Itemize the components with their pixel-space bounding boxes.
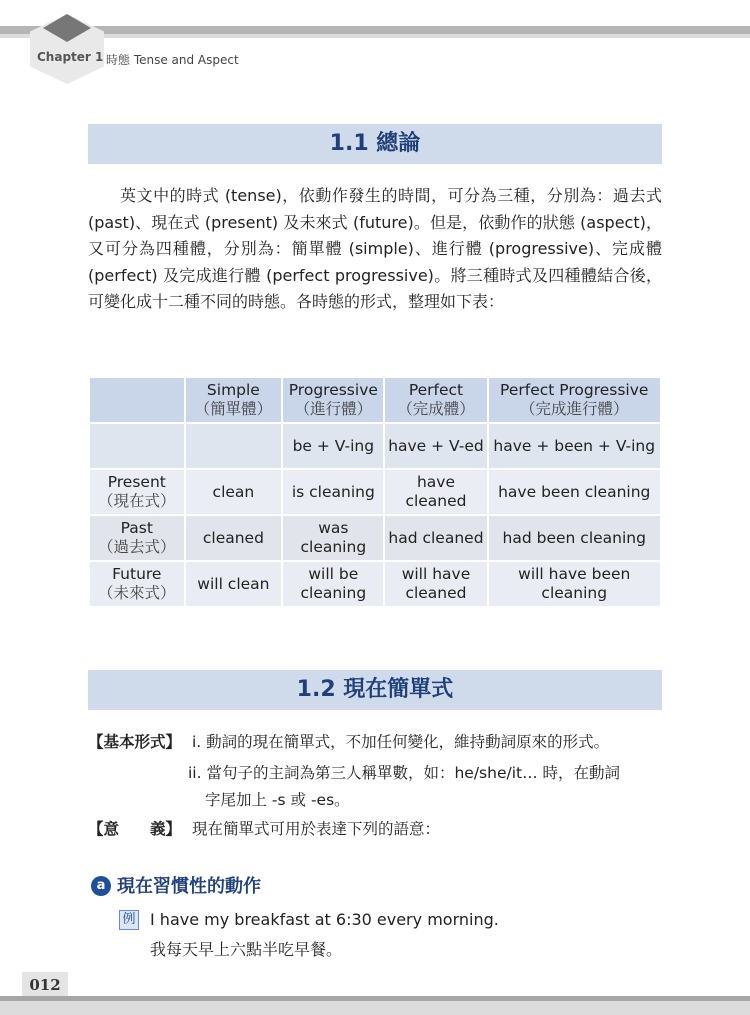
row-header-cell <box>89 561 185 607</box>
column-en: Perfect Progressive <box>500 381 649 399</box>
table-header-cell <box>282 377 384 423</box>
section-title-simple-present: 1.2 現在簡單式 <box>88 670 662 710</box>
table-corner-cell <box>89 377 185 423</box>
row-zh: （現在式） <box>98 492 176 510</box>
table-cell <box>89 423 185 469</box>
row-header-cell <box>89 515 185 561</box>
table-cell: had been cleaning <box>488 515 662 561</box>
basic-form-item-ii-cont: 字尾加上 -s 或 -es。 <box>205 791 350 809</box>
row-header-cell <box>89 469 185 515</box>
row-en: Present <box>107 473 166 491</box>
table-cell: will clean <box>185 561 283 607</box>
basic-form-item-ii: ii. 當句子的主詞為第三人稱單數，如：he/she/it… 時，在動詞 <box>188 764 621 782</box>
row-zh: （過去式） <box>98 538 176 556</box>
row-en: Past <box>120 519 153 537</box>
column-en: Perfect <box>408 381 464 399</box>
chapter-title: 時態 Tense and Aspect <box>106 53 239 67</box>
page-number: 012 <box>22 972 68 996</box>
table-cell: be + V-ing <box>282 423 384 469</box>
top-rule <box>0 26 750 34</box>
example-chinese: 我每天早上六點半吃早餐。 <box>150 940 343 959</box>
bottom-band <box>0 1001 750 1015</box>
sub-section-title: 現在習慣性的動作 <box>117 876 261 897</box>
column-zh: （進行體） <box>294 400 373 418</box>
chapter-label: Chapter 1 <box>37 50 104 64</box>
table-header-cell <box>384 377 487 423</box>
table-cell: have + V-ed <box>384 423 487 469</box>
top-band <box>0 0 750 22</box>
table-header-cell <box>488 377 662 423</box>
table-formula-row <box>89 423 661 469</box>
table-row <box>89 515 661 561</box>
column-en: Simple <box>206 381 260 399</box>
overview-paragraph: 英文中的時式 (tense)，依動作發生的時間，可分為三種，分別為：過去式 (past)、現在式 (present) 及未來式 (future)。但是，依動作的狀態 (aspect)，又可分為四種體，分別為：簡單體 (simple)、進行體 (progressive)、完成體 (perfect) 及完成進行體 (perfect progressive)。將三種時式及四種體結合後，可變化成十二種不同的時態。各時態的形式，整理如下表： <box>88 186 662 312</box>
table-header-cell <box>185 377 283 423</box>
row-zh: （未來式） <box>98 584 176 602</box>
column-en: Progressive <box>288 381 378 399</box>
table-cell: was cleaning <box>282 515 384 561</box>
top-rule-light <box>0 34 750 38</box>
table-cell: have been cleaning <box>488 469 662 515</box>
tense-table <box>88 376 662 608</box>
sub-section-badge: a <box>91 876 111 896</box>
table-header-row <box>89 377 661 423</box>
table-cell: have + been + V-ing <box>488 423 662 469</box>
table-cell: clean <box>185 469 283 515</box>
table-cell: will have cleaned <box>384 561 487 607</box>
table-cell: will be cleaning <box>282 561 384 607</box>
section-title-overview: 1.1 總論 <box>88 124 662 164</box>
table-cell: is cleaning <box>282 469 384 515</box>
table-row <box>89 469 661 515</box>
table-cell: will have been cleaning <box>488 561 662 607</box>
table-cell: cleaned <box>185 515 283 561</box>
table-cell <box>185 423 283 469</box>
row-en: Future <box>112 565 162 583</box>
column-zh: （簡單體） <box>194 400 273 418</box>
column-zh: （完成進行體） <box>519 400 629 418</box>
table-cell: have cleaned <box>384 469 487 515</box>
example-english: I have my breakfast at 6:30 every morning. <box>150 910 499 929</box>
basic-form-label: 【基本形式】 <box>88 733 182 751</box>
meaning-label: 【意 義】 <box>88 820 182 838</box>
table-cell: had cleaned <box>384 515 487 561</box>
basic-form-item-i: i. 動詞的現在簡單式，不加任何變化，維持動詞原來的形式。 <box>192 733 610 751</box>
example-icon: 例 <box>119 910 139 930</box>
meaning-text: 現在簡單式可用於表達下列的語意： <box>192 820 441 838</box>
table-row <box>89 561 661 607</box>
column-zh: （完成體） <box>397 400 475 418</box>
